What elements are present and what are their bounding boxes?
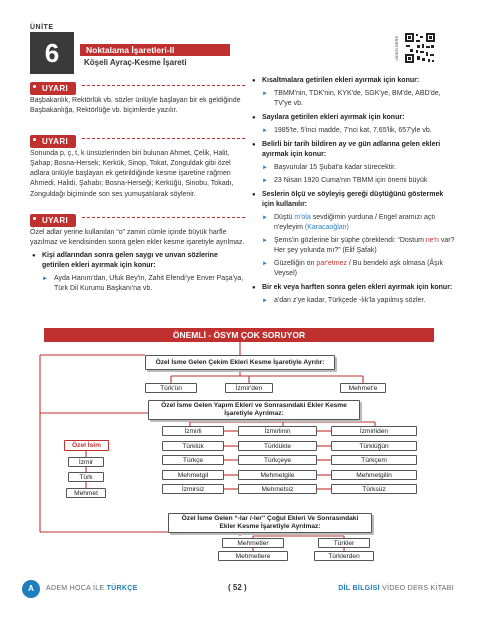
qr-label: VIDEO DERS	[394, 36, 399, 61]
inflection-example: Türk'ün	[145, 383, 197, 393]
rule-example: ► a'dan z'ye kadar, Türkçede -lık'la yapılmış sözler.	[250, 296, 455, 306]
grid-cell: Mehmetsiz	[238, 484, 317, 494]
special-noun-label: Özel İsim	[64, 440, 109, 451]
footer-series-title: DİL BİLGİSİ VİDEO DERS KİTABI	[338, 585, 454, 592]
warning-text-2: Sonunda p, ç, t, k ünsüzlerinden biri bulunan Ahmet, Çelik, Halit, Şahap; Bosna-Hersek; Kerkük, Sinop, Tokat, Zonguldak gibi özel adlara ünlüyle başlayan ek getirildiğinde kesme işaretine rağmen Ahmedi, Halidi, Şahabı; Bosna-Herseği; Kerküğü, Sinobu, Tokadı, Zonguldağı biçiminde son ses yumuşatılarak söylenir.	[30, 149, 234, 198]
rule-example: ► Ayda Hanım'dan, Ufuk Bey'in, Zahit Efendi'ye Enver Paşa'ya, Türk Dil Kurumu Başkanı'na vb.	[30, 274, 245, 294]
rule-bullet: ● Kısaltmalara getirilen ekleri ayırmak için konur:	[250, 76, 455, 86]
grid-cell: Mehmetgilin	[331, 470, 417, 480]
rule-bullet: ● Kişi adlarından sonra gelen saygı ve unvan sözlerine getirilen ekleri ayırmak için konur:	[30, 251, 245, 271]
footer-book-title: ADEM HOCA İLE TÜRKÇE	[46, 585, 138, 592]
grid-cell: Türklüğün	[331, 441, 417, 451]
plural-example: Türkler	[318, 538, 370, 548]
name-example: Türk	[68, 472, 104, 482]
grid-cell: Türkçem	[331, 455, 417, 465]
rule-bullet: ● Bir ek veya harften sonra gelen ekleri ayırmak için konur:	[250, 283, 455, 293]
important-banner: ÖNEMLİ - ÖSYM ÇOK SORUYOR	[44, 328, 434, 342]
page-number: ( 52 )	[228, 583, 247, 592]
name-example: Mehmet	[66, 488, 106, 498]
grid-cell: İzmirsiz	[162, 484, 224, 494]
inflection-example: Mehmet'e	[340, 383, 386, 393]
unit-label: ÜNİTE	[30, 24, 54, 31]
grid-cell: Türkçe	[162, 455, 224, 465]
rule-example: ► 1985'te, 5'inci madde, 7'nci kat, 7,65'lik, 657'yle vb.	[250, 126, 455, 136]
rule-bullet: ● Belirli bir tarih bildiren ay ve gün adlarına gelen ekleri ayırmak için konur:	[250, 140, 455, 160]
grid-cell: Türklükte	[238, 441, 317, 451]
grid-cell: Türkçeye	[238, 455, 317, 465]
rule-example: ► TBMM'nin, TDK'nin, KYK'de, SGK'ye, BM'de, ABD'de, TV'ye vb.	[250, 89, 455, 109]
rule-bullet: ● Seslerin ölçü ve söyleyiş gereği düştüğünü göstermek için kullanılır:	[250, 190, 455, 210]
warning-text-1: Başbakanlık, Rektörlük vb. sözler ünlüyle başlayan bir ek geldiğinde Başbakanlığa, Rektörlüğe vb. biçimlerde yazılır.	[30, 97, 241, 115]
grid-cell: Mehmetgile	[238, 470, 317, 480]
warning-header-3	[30, 210, 245, 224]
grid-cell: İzmirlinin	[238, 426, 317, 436]
warning-label: UYARI	[30, 214, 76, 227]
rule-example: ► Düştü m'ola sevdiğimin yurduna / Engel aramızı açtı n'eyleyim (Karacaoğlan)	[250, 213, 455, 233]
rule-example: ► Şems'in gözlerine bir şüphe çöreklendi: “Dostum ne'n var? Her şey yolunda mı?” (Elif Şafak)	[250, 236, 455, 256]
section-subtitle: Köşeli Ayraç-Kesme İşareti	[84, 58, 187, 67]
unit-number: 6	[44, 38, 60, 68]
rule-example: ► Başvurular 15 Şubat'a kadar sürecektir.	[250, 163, 455, 173]
qr-code-icon[interactable]	[404, 32, 436, 64]
warning-label: UYARI	[30, 135, 76, 148]
rule-example: ► Güzelliğin on par'etmez / Bu bendeki aşk olmasa (Âşık Veysel)	[250, 259, 455, 279]
warning-header-2	[30, 131, 245, 145]
inflection-rule-title: Özel İsme Gelen Çekim Ekleri Kesme İşaretiyle Ayrılır:	[145, 355, 335, 370]
plural-example: Mehmetler	[222, 538, 284, 548]
rule-bullet: ● Sayılara getirilen ekleri ayırmak için konur:	[250, 113, 455, 123]
unit-number-box	[30, 32, 74, 74]
inflection-example: İzmir'den	[225, 383, 273, 393]
warning-label: UYARI	[30, 82, 76, 95]
grid-cell: Türksüz	[331, 484, 417, 494]
warning-header-1	[30, 78, 245, 92]
grid-cell: İzmirliden	[331, 426, 417, 436]
plural-example: Türklerden	[314, 551, 374, 561]
grid-cell: İzmirli	[162, 426, 224, 436]
section-title: Noktalama İşaretleri-II	[80, 44, 230, 56]
plural-example: Mehmetlere	[218, 551, 288, 561]
name-example: İzmir	[68, 457, 104, 467]
grid-cell: Türklük	[162, 441, 224, 451]
left-column	[30, 78, 245, 294]
rule-example: ► 23 Nisan 1920 Cuma'nın TBMM için önemi büyük	[250, 176, 455, 186]
warning-text-3: Özel adlar yerine kullanılan “o” zamiri cümle içinde büyük harfle yazılmaz ve kendisinden sonra gelen ekler kesme işaretiyle ayrılmaz.	[30, 229, 245, 247]
grid-cell: Mehmetgil	[162, 470, 224, 480]
right-column	[250, 74, 455, 306]
derivation-rule-title: Özel İsme Gelen Yapım Ekleri ve Sonrasındaki Ekler Kesme İşaretiyle Ayrılmaz:	[148, 400, 360, 420]
publisher-logo-icon: A	[22, 580, 40, 598]
plural-rule-title: Özel İsme Gelen “-lar /-ler” Çoğul Ekleri Ve Sonrasındaki Ekler Kesme İşaretiyle Ayrılmaz:	[168, 513, 372, 533]
